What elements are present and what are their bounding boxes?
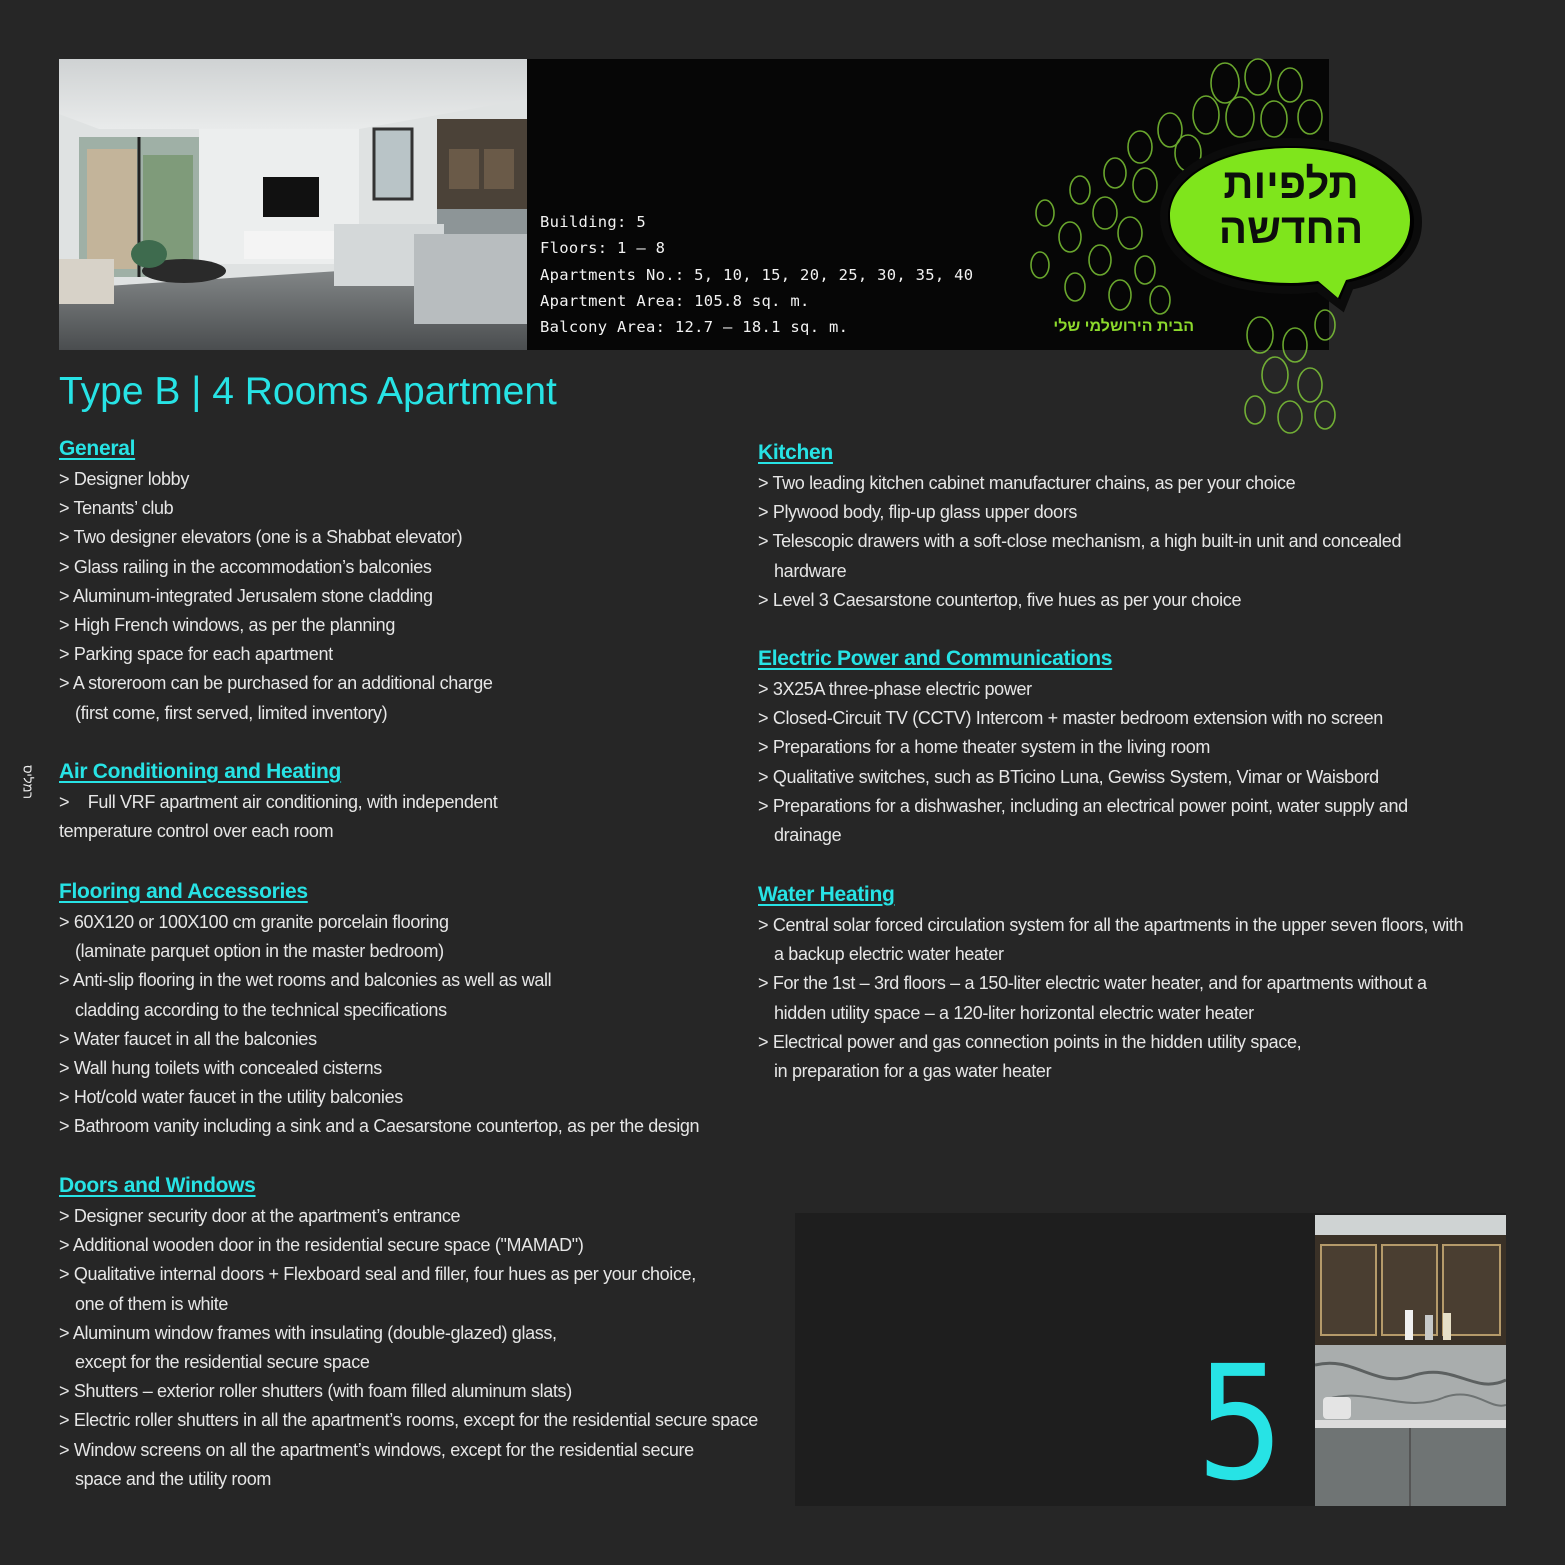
continuation-text: cladding according to the technical specifications: [75, 999, 447, 1020]
list-item: > Aluminum-integrated Jerusalem stone cladding: [59, 585, 433, 606]
list-item: > Designer security door at the apartment’s entrance: [59, 1206, 461, 1226]
section-doors-windows: [59, 1174, 758, 1494]
logo-tagline: הבית הירושלמי שלי: [1053, 318, 1194, 335]
paragraph-line: > Full VRF apartment air conditioning, with independent: [59, 792, 498, 812]
living-room-render-image: [59, 59, 527, 350]
list-item: > Aluminum window frames with insulating (double-glazed) glass,: [59, 1322, 557, 1343]
continuation-text: in preparation for a gas water heater: [774, 1061, 1052, 1082]
list-item-continuation: [59, 1465, 758, 1494]
continuation-text: hidden utility space – a 120-liter horizontal electric water heater: [774, 1002, 1254, 1023]
list-item-continuation: [758, 940, 1463, 969]
section-heading: Electric Power and Communications: [758, 647, 1113, 670]
list-item: > Preparations for a home theater system in the living room: [758, 737, 1211, 758]
list-item: > 3X25A three-phase electric power: [758, 679, 1032, 699]
building-info: [540, 209, 973, 340]
talpiot-logo: [1160, 138, 1422, 316]
list-item: > Telescopic drawers with a soft-close mechanism, a high built-in unit and concealed: [758, 531, 1402, 552]
kitchen-render-image: [1315, 1215, 1506, 1506]
list-item: > For the 1st – 3rd floors – a 150-liter electric water heater, and for apartments without a: [758, 973, 1427, 994]
list-item-continuation: [758, 999, 1463, 1028]
list-item: > Qualitative switches, such as BTicino Luna, Gewiss System, Vimar or Waisbord: [758, 766, 1379, 787]
continuation-text: except for the residential secure space: [75, 1352, 370, 1373]
page-title-rooms: 4 Rooms Apartment: [212, 370, 557, 413]
section-heading: General: [59, 437, 136, 460]
section-general: [59, 437, 493, 728]
continuation-text: one of them is white: [75, 1293, 229, 1314]
list-item: > Glass railing in the accommodation’s balconies: [59, 556, 432, 577]
list-item: > Central solar forced circulation system for all the apartments in the upper seven floors, with: [758, 915, 1464, 935]
continuation-text: (laminate parquet option in the master bedroom): [75, 941, 444, 962]
list-item: > Anti-slip flooring in the wet rooms and balconies as well as wall: [59, 970, 552, 991]
continuation-text: hardware: [774, 560, 847, 581]
list-item: > Bathroom vanity including a sink and a Caesarstone countertop, as per the design: [59, 1116, 700, 1137]
list-item: > A storeroom can be purchased for an additional charge: [59, 673, 493, 694]
page-title-separator: |: [191, 370, 202, 413]
section-electric: [758, 647, 1408, 850]
info-apartment-area: Apartment Area: 105.8 sq. m.: [540, 291, 810, 310]
info-apartment-numbers: Apartments No.: 5, 10, 15, 20, 25, 30, 35, 40: [540, 265, 974, 284]
list-item: > 60X120 or 100X100 cm granite porcelain flooring: [59, 912, 449, 932]
continuation-text: space and the utility room: [75, 1468, 272, 1489]
list-item: > Shutters – exterior roller shutters (with foam filled aluminum slats): [59, 1381, 572, 1402]
page-title: [59, 370, 557, 414]
list-item: > Additional wooden door in the residential secure space ("MAMAD"): [59, 1235, 584, 1256]
list-item: > Window screens on all the apartment’s windows, except for the residential secure: [59, 1439, 694, 1460]
list-item: > Parking space for each apartment: [59, 644, 333, 665]
vendor-mark: [8, 752, 48, 812]
list-item-continuation: [758, 821, 1408, 850]
list-item-continuation: [59, 699, 493, 728]
section-water-heating: [758, 883, 1463, 1086]
list-item-continuation: [59, 996, 699, 1025]
list-item: > Level 3 Caesarstone countertop, five hues as per your choice: [758, 589, 1242, 610]
page-number: 5: [1196, 1332, 1285, 1516]
list-item: > Two designer elevators (one is a Shabbat elevator): [59, 527, 463, 548]
info-building: Building: 5: [540, 213, 646, 231]
continuation-text: (first come, first served, limited inventory): [75, 702, 388, 723]
paragraph-line: temperature control over each room: [59, 821, 334, 842]
list-item: > Closed-Circuit TV (CCTV) Intercom + master bedroom extension with no screen: [758, 708, 1383, 729]
section-heading: Flooring and Accessories: [59, 880, 308, 903]
section-heading: Water Heating: [758, 883, 895, 906]
list-item: > Wall hung toilets with concealed cisterns: [59, 1058, 382, 1079]
list-item-continuation: [59, 937, 699, 966]
logo-line-2: החדשה: [1218, 205, 1364, 252]
list-item: > Water faucet in all the balconies: [59, 1028, 317, 1049]
continuation-text: a backup electric water heater: [774, 944, 1004, 965]
logo-line-1: תלפיות: [1223, 160, 1359, 207]
section-kitchen: [758, 441, 1401, 615]
list-item: > Preparations for a dishwasher, including an electrical power point, water supply and: [758, 795, 1408, 816]
vendor-mark-text: רמליס: [20, 765, 36, 799]
section-heading: Air Conditioning and Heating: [59, 760, 342, 783]
section-heading: Doors and Windows: [59, 1174, 256, 1197]
list-item: > Electrical power and gas connection points in the hidden utility space,: [758, 1031, 1302, 1052]
list-item-continuation: [758, 557, 1401, 586]
section-heading: Kitchen: [758, 441, 833, 464]
list-item: > Two leading kitchen cabinet manufacturer chains, as per your choice: [758, 473, 1296, 493]
list-item-continuation: [758, 1057, 1463, 1086]
list-item: > Hot/cold water faucet in the utility balconies: [59, 1087, 403, 1108]
info-floors: Floors: 1 – 8: [540, 239, 666, 258]
list-item: > Qualitative internal doors + Flexboard seal and filler, four hues as per your choice,: [59, 1264, 696, 1285]
list-item: > High French windows, as per the planning: [59, 615, 396, 636]
list-item: > Plywood body, flip-up glass upper doors: [758, 502, 1078, 523]
list-item: > Designer lobby: [59, 469, 189, 489]
section-flooring: [59, 880, 699, 1142]
page-title-type: Type B: [59, 370, 181, 413]
list-item: > Tenants’ club: [59, 498, 174, 519]
continuation-text: drainage: [774, 825, 842, 846]
list-item-continuation: [59, 1348, 758, 1377]
section-air-conditioning: [59, 760, 497, 846]
list-item: > Electric roller shutters in all the apartment’s rooms, except for the residential secure space: [59, 1410, 758, 1431]
list-item-continuation: [59, 1290, 758, 1319]
info-balcony-area: Balcony Area: 12.7 – 18.1 sq. m.: [540, 318, 849, 337]
